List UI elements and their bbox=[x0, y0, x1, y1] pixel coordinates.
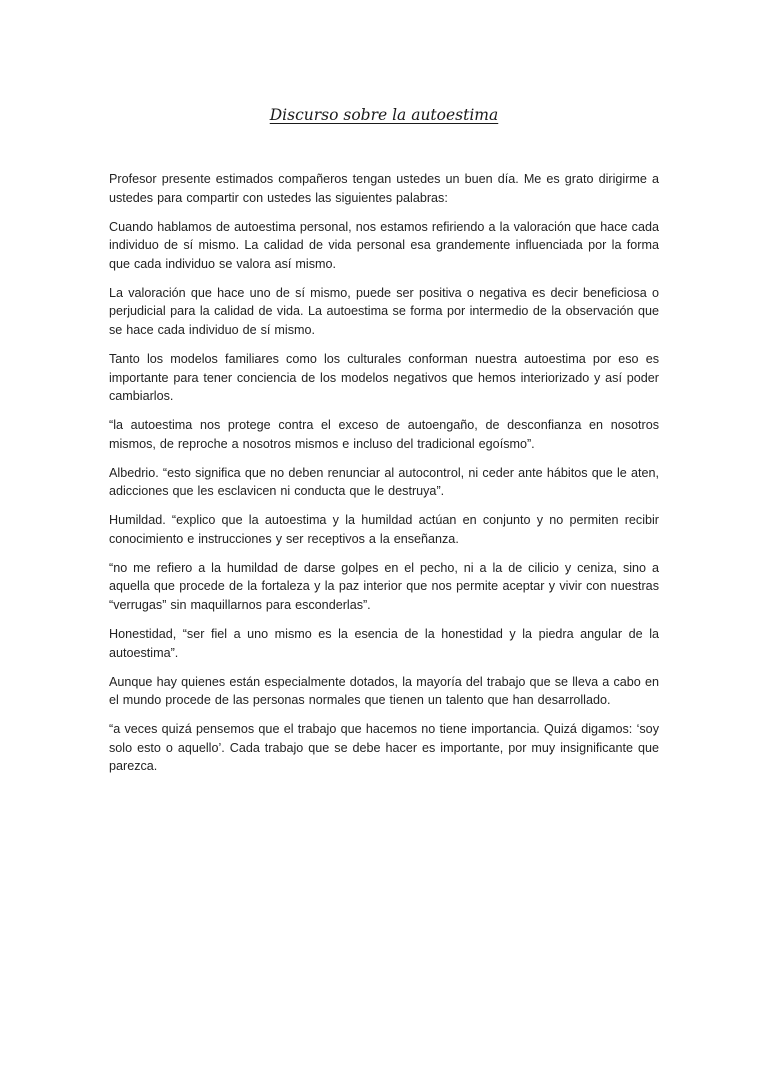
paragraph-humildad: Humildad. “explico que la autoestima y la humildad actúan en conjunto y no permiten recibir conocimiento e instrucciones y ser receptivos a la enseñanza. bbox=[109, 513, 659, 546]
paragraph-honestidad: Honestidad, “ser fiel a uno mismo es la esencia de la honestidad y la piedra angular de la autoestima”. bbox=[109, 627, 659, 660]
paragraph-models: Tanto los modelos familiares como los culturales conforman nuestra autoestima por eso es importante para tener conciencia de los modelos negativos que hemos interiorizado y así poder cambiarlos. bbox=[109, 351, 659, 404]
paragraph-albedrio: Albedrio. “esto significa que no deben renunciar al autocontrol, ni ceder ante hábitos que le aten, adicciones que les esclavicen ni conducta que le destruya”. bbox=[109, 465, 659, 499]
paragraph-definition: Cuando hablamos de autoestima personal, nos estamos refiriendo a la valoración que hace cada individuo de sí mismo. La calidad de vida personal esa grandemente influenciada por la forma que cada individuo se valora así mismo. bbox=[109, 219, 659, 271]
paragraph-protection-quote: “la autoestima nos protege contra el exceso de autoengaño, de desconfianza en nosotros mismos, de reproche a nosotros mismos e incluso del tradicional egoísmo”. bbox=[109, 418, 659, 451]
paragraph-humildad-quote: “no me refiero a la humildad de darse golpes en el pecho, ni a la de cilicio y ceniza, sino a aquella que procede de la fortaleza y la paz interior que nos permite aceptar y vivir con nuestras “verrugas” sin maquillarnos para esconderlas”. bbox=[109, 560, 659, 613]
document-body bbox=[109, 170, 659, 786]
paragraph-valuation: La valoración que hace uno de sí mismo, puede ser positiva o negativa es decir beneficiosa o perjudicial para la calidad de vida. La autoestima se forma por intermedio de la observación que se hace cada individuo de sí mismo. bbox=[109, 285, 659, 337]
document-title-text: Discurso sobre la autoestima bbox=[269, 106, 499, 124]
paragraph-greeting: Profesor presente estimados compañeros tengan ustedes un buen día. Me es grato dirigirme a ustedes para compartir con ustedes las siguientes palabras: bbox=[109, 172, 659, 205]
paragraph-work-quote: “a veces quizá pensemos que el trabajo que hacemos no tiene importancia. Quizá digamos: ‘soy solo esto o aquello’. Cada trabajo que se debe hacer es importante, por muy insignificante que parezca. bbox=[109, 722, 659, 774]
paragraph-talent: Aunque hay quienes están especialmente dotados, la mayoría del trabajo que se lleva a cabo en el mundo procede de las personas normales que tienen un talento que han desarrollado. bbox=[109, 674, 659, 708]
document-title bbox=[0, 106, 768, 124]
